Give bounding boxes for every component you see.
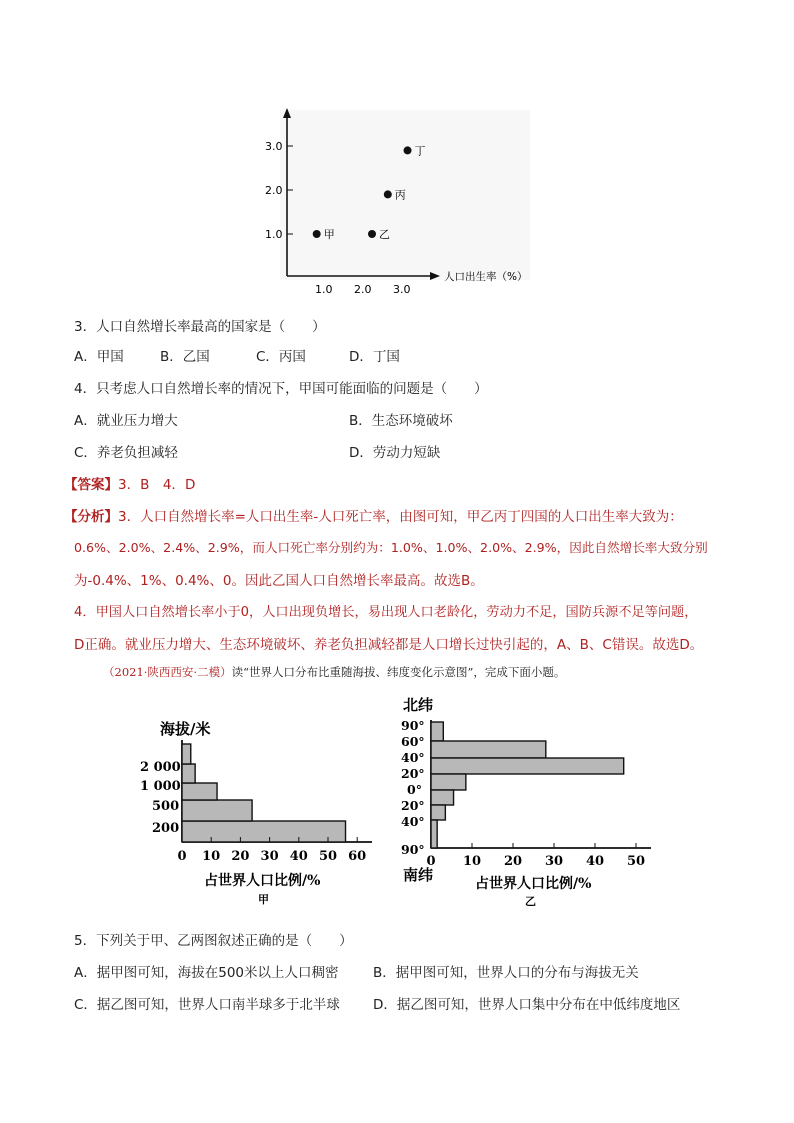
analysis-line-4: 4．甲国人口自然增长率小于0，人口出现负增长，易出现人口老龄化，劳动力不足，国防兵源不足等问题， [74,605,698,620]
yi-bar [431,774,466,790]
scatter-x-axis-label: 人口出生率（%） [444,271,528,283]
yi-bar [431,790,454,805]
yi-ytick-label: 20° [401,766,425,781]
scatter-point [404,146,412,154]
analysis-tag: 【分析】 [64,509,118,525]
scatter-ytick-label: 1.0 [265,228,283,241]
jia-ytick-label: 500 [152,799,180,814]
scatter-ytick-label: 2.0 [265,184,283,197]
scatter-point-label: 丙 [394,188,406,202]
jia-ytick-label: 200 [152,821,180,836]
yi-ytick-label: 0° [407,782,422,797]
q3-option-a[interactable]: A．甲国 [74,349,124,365]
yi-caption: 乙 [525,895,536,908]
latitude-chart [395,690,665,915]
yi-bar [431,805,445,820]
yi-bar [431,741,546,758]
yi-xtick-label: 40 [585,854,605,869]
jia-y-axis-label: 海拔/米 [160,720,211,738]
yi-xtick-label: 50 [626,854,646,869]
intro-text: 读“世界人口分布比重随海拔、纬度变化示意图”，完成下面小题。 [231,665,566,679]
yi-top-label: 北纬 [403,696,434,714]
q3-option-c[interactable]: C．丙国 [256,349,306,365]
jia-xtick-label: 50 [318,849,338,864]
scatter-xtick-label: 2.0 [354,283,372,296]
jia-xtick-label: 40 [289,849,308,864]
yi-ytick-label: 90° [401,842,425,857]
q5-option-c[interactable]: C．据乙图可知，世界人口南半球多于北半球 [74,997,340,1013]
yi-x-axis-label: 占世界人口比例/% [475,876,592,892]
q5-option-b[interactable]: B．据甲图可知，世界人口的分布与海拔无关 [373,965,639,981]
yi-ytick-label: 20° [401,798,425,813]
yi-ytick-label: 90° [401,718,425,733]
scatter-point [368,230,376,238]
q3-stem: 3．人口自然增长率最高的国家是（ ） [74,319,326,335]
yi-bar [431,758,624,774]
yi-xtick-label: 10 [462,854,482,869]
q4-option-d[interactable]: D．劳动力短缺 [349,445,441,461]
yi-ytick-label: 40° [401,814,425,829]
answer-tag: 【答案】 [64,477,118,493]
q5-option-a[interactable]: A．据甲图可知，海拔在500米以上人口稠密 [74,965,339,981]
q4-option-a[interactable]: A．就业压力增大 [74,413,178,429]
analysis-line-3: 为-0.4%、1%、0.4%、0。因此乙国人口自然增长率最高。故选B。 [74,573,484,589]
q3-option-d[interactable]: D．丁国 [349,349,400,365]
scatter-ytick-label: 3.0 [265,140,283,153]
scatter-xtick-label: 1.0 [315,283,333,296]
jia-bar [182,783,217,800]
q4-stem: 4．只考虑人口自然增长率的情况下，甲国可能面临的问题是（ ） [74,381,488,397]
analysis-text-1: 3．人口自然增长率=人口出生率-人口死亡率，由图可知，甲乙丙丁四国的人口出生率大致为： [118,509,683,525]
scatter-point [313,230,321,238]
answer-line [64,473,195,493]
scatter-point-label: 丁 [414,144,426,158]
q3-option-b[interactable]: B．乙国 [160,349,210,365]
q5-stem: 5．下列关于甲、乙两图叙述正确的是（ ） [74,933,353,949]
yi-ytick-label: 40° [401,750,425,765]
group-intro [103,664,565,680]
scatter-point-label: 甲 [323,228,335,241]
jia-x-axis-label: 占世界人口比例/% [204,873,321,889]
yi-xtick-label: 20 [503,854,523,869]
scatter-xtick-label: 3.0 [393,283,411,296]
analysis-line-1 [64,505,683,525]
analysis-line-5: D正确。就业压力增大、生态环境破坏、养老负担减轻都是人口增长过快引起的，A、B、C错误。故选D。 [74,637,704,653]
elevation-chart [140,710,390,910]
answer-text: 3．B 4．D [118,477,196,493]
jia-caption: 甲 [258,893,269,906]
analysis-line-2: 0.6%、2.0%、2.4%、2.9%，而人口死亡率分别约为：1.0%、1.0%、2.0%、2.9%，因此自然增长率大致分别 [74,540,708,555]
jia-bar [182,821,346,842]
jia-ytick-label: 1 000 [140,779,181,794]
jia-xtick-label: 30 [260,849,279,864]
q4-option-b[interactable]: B．生态环境破坏 [349,413,453,429]
jia-bar [182,764,195,783]
jia-xtick-label: 0 [177,849,187,864]
q4-option-c[interactable]: C．养老负担减轻 [74,445,178,461]
yi-xtick-label: 0 [426,854,436,869]
yi-xtick-label: 30 [544,854,564,869]
jia-bar [182,744,191,764]
scatter-chart [260,100,550,300]
jia-ytick-label: 2 000 [140,760,181,775]
jia-xtick-label: 20 [231,849,250,864]
q5-option-d[interactable]: D．据乙图可知，世界人口集中分布在中低纬度地区 [373,997,681,1013]
jia-xtick-label: 60 [348,849,367,864]
intro-source: （2021·陕西西安·二模） [103,665,232,679]
yi-ytick-label: 60° [401,734,425,749]
yi-bottom-label: 南纬 [403,866,434,884]
jia-xtick-label: 10 [202,849,221,864]
scatter-point-label: 乙 [379,228,390,241]
scatter-point [384,190,392,198]
yi-bar [431,722,443,741]
jia-bar [182,800,252,821]
yi-bar [431,820,437,848]
